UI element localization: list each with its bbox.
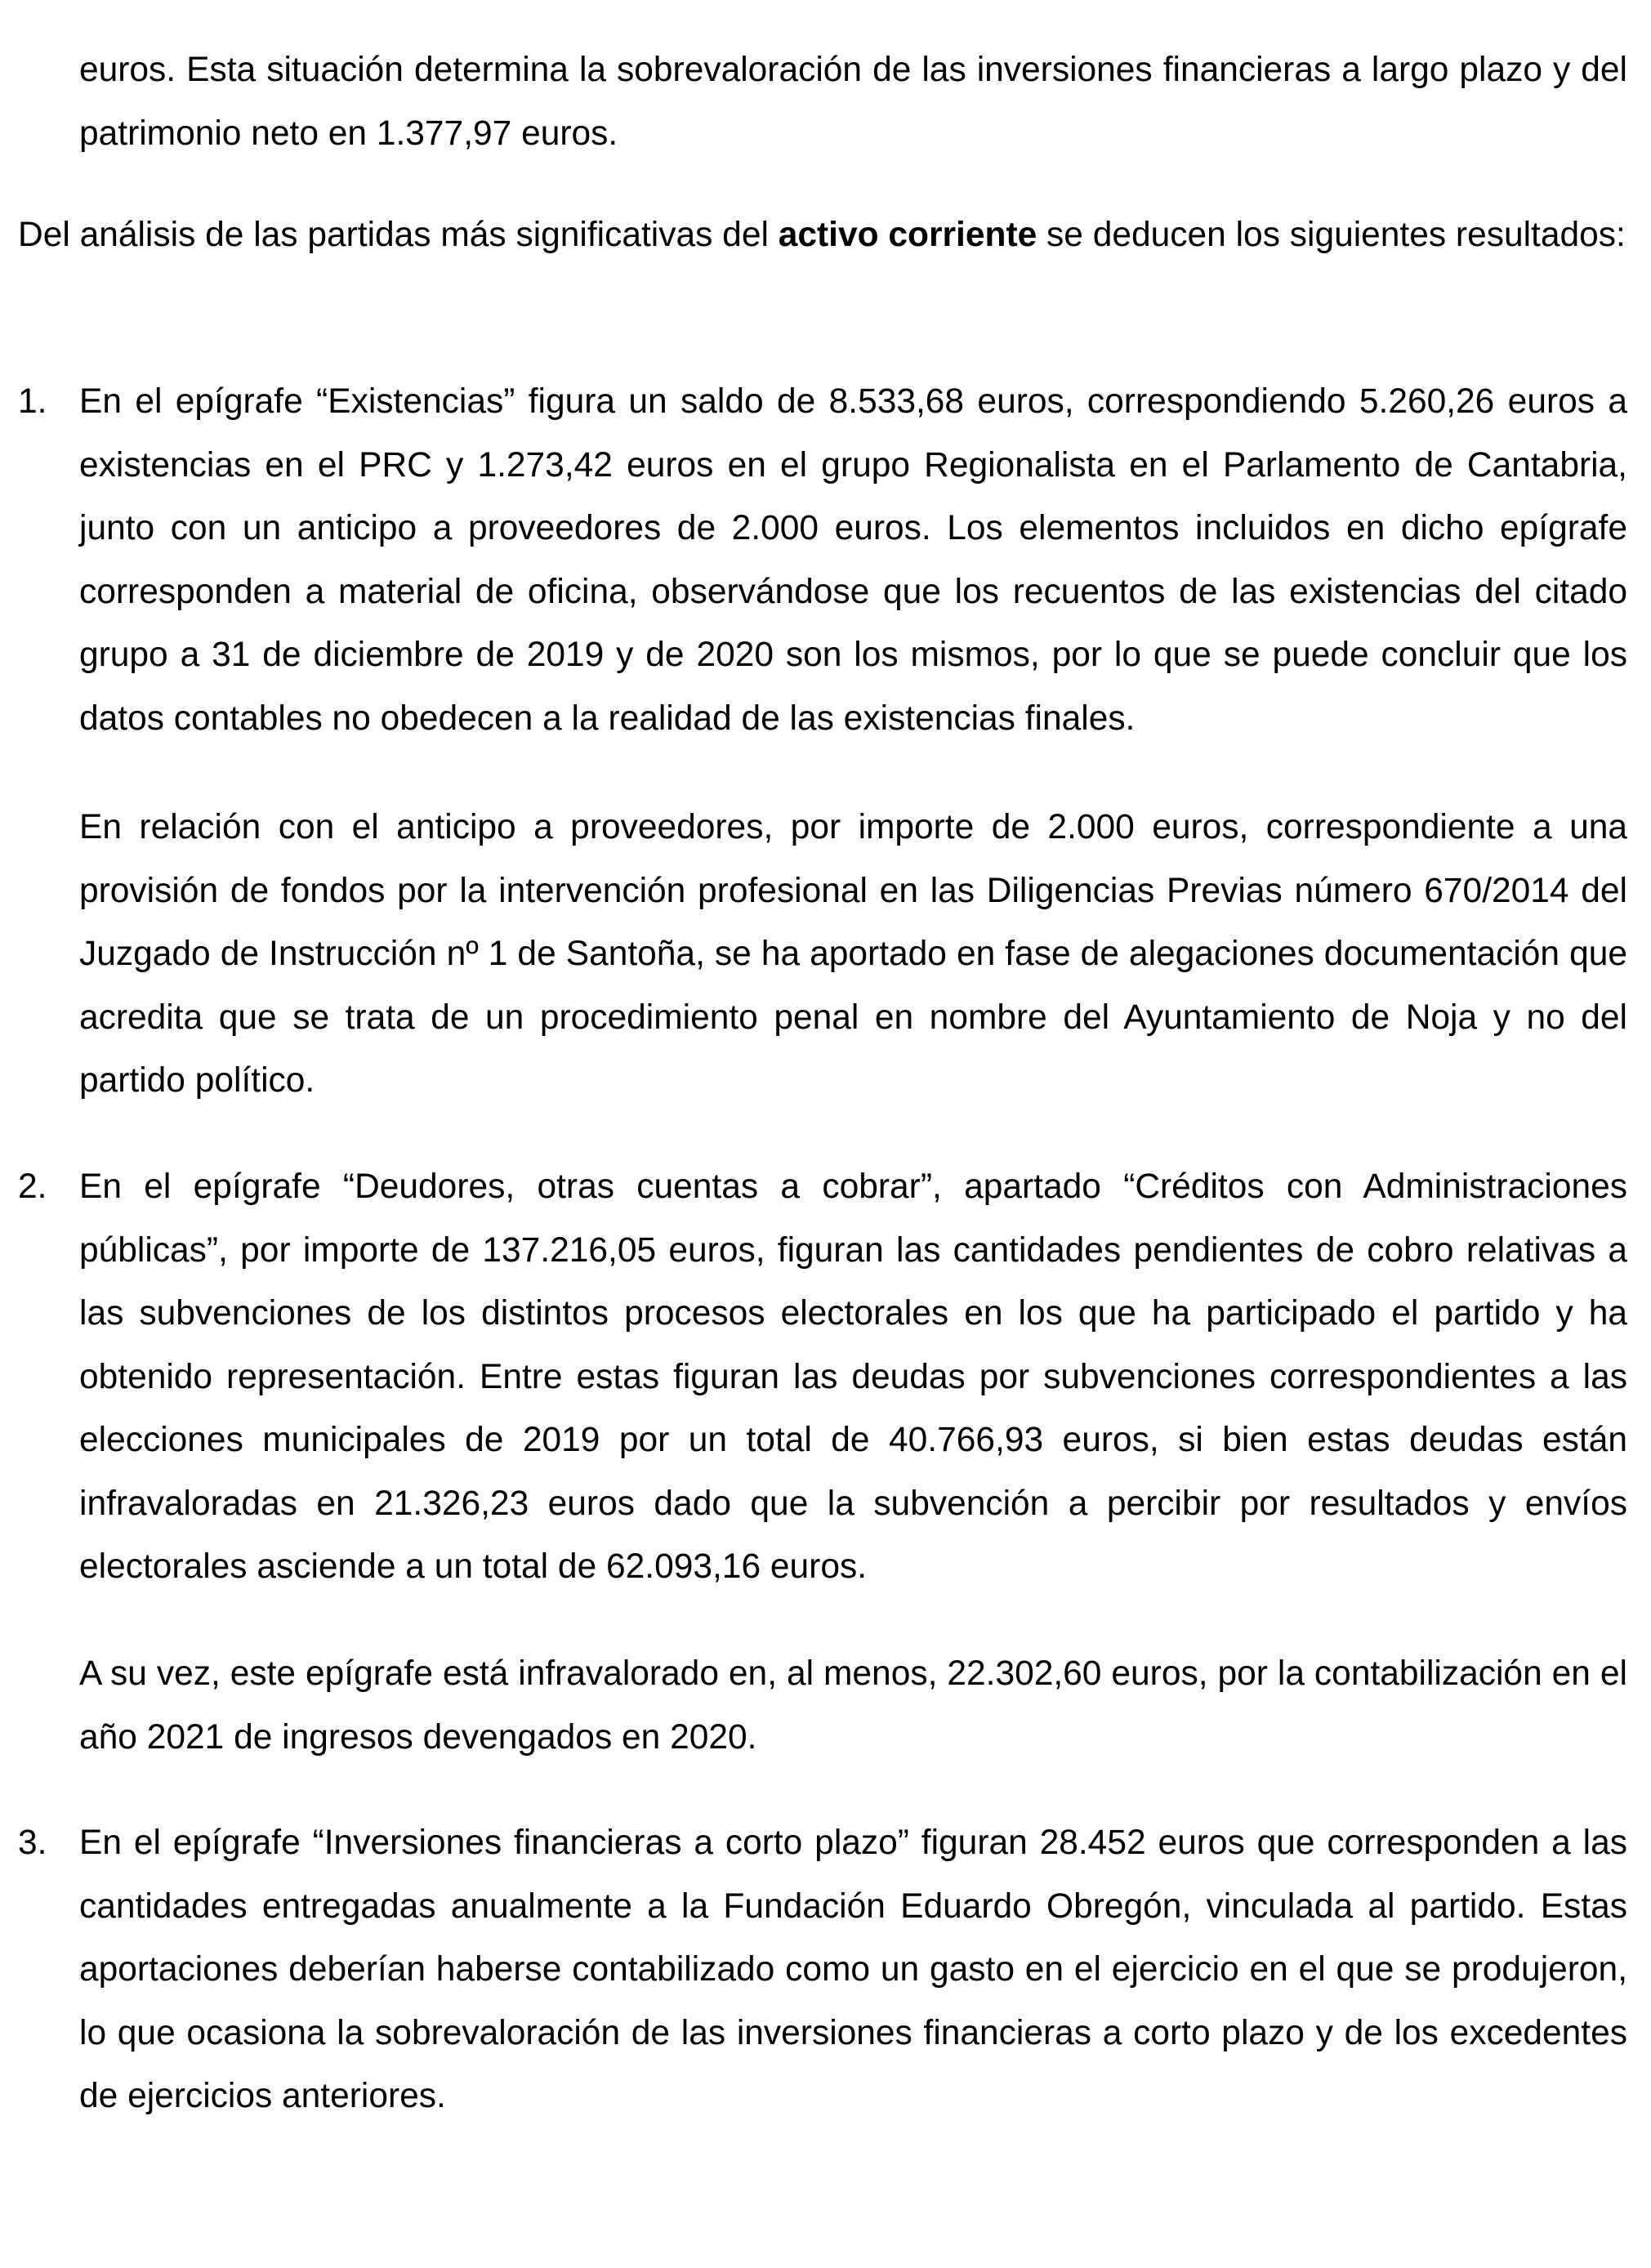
analysis-intro-text-after: se deducen los siguientes resultados: (1037, 216, 1626, 254)
list-item-number: 2. (18, 1167, 47, 1206)
analysis-intro-bold-term: activo corriente (778, 216, 1037, 254)
list-item-number: 1. (18, 382, 47, 421)
list-item-number: 3. (18, 1824, 47, 1862)
list-item-paragraph: En el epígrafe “Deudores, otras cuentas a cobrar”, apartado “Créditos con Administraciones públicas”, por importe de 137.216,05 euros, figuran las cantidades pendientes de cobro relativas a las subvenciones de los distintos procesos electorales en los que ha participado el partido y ha obtenido representación. Entre estas figuran las deudas por subvenciones correspondientes a las elecciones municipales de 2019 por un total de 40.766,93 euros, si bien estas deudas están infravaloradas en 21.326,23 euros dado que la subvención a percibir por resultados y envíos electorales asciende a un total de 62.093,16 euros. (79, 1167, 1627, 1586)
list-item-paragraph: En el epígrafe “Inversiones financieras a corto plazo” figuran 28.452 euros que corresponden a las cantidades entregadas anualmente a la Fundación Eduardo Obregón, vinculada al partido. Estas aportaciones deberían haberse contabilizado como un gasto en el ejercicio en el que se produjeron, lo que ocasiona la sobrevaloración de las inversiones financieras a corto plazo y de los excedentes de ejercicios anteriores. (79, 1824, 1627, 2115)
list-item-paragraph: En relación con el anticipo a proveedores, por importe de 2.000 euros, correspondiente a una provisión de fondos por la intervención profesional en las Diligencias Previas número 670/2014 del Juzgado de Instrucción nº 1 de Santoña, se ha aportado en fase de alegaciones documentación que acredita que se trata de un procedimiento penal en nombre del Ayuntamiento de Noja y no del partido político. (79, 808, 1627, 1100)
intro-continuation-paragraph: euros. Esta situación determina la sobrevaloración de las inversiones financieras a largo plazo y del patrimonio neto en 1.377,97 euros. (79, 51, 1627, 153)
list-item-paragraph: A su vez, este epígrafe está infravalorado en, al menos, 22.302,60 euros, por la contabilización en el año 2021 de ingresos devengados en 2020. (79, 1654, 1627, 1757)
analysis-intro-text-before: Del análisis de las partidas más significativas del (18, 216, 779, 254)
analysis-intro-paragraph (18, 203, 1627, 267)
list-item-paragraph: En el epígrafe “Existencias” figura un saldo de 8.533,68 euros, correspondiendo 5.260,26 euros a existencias en el PRC y 1.273,42 euros en el grupo Regionalista en el Parlamento de Cantabria, junto con un anticipo a proveedores de 2.000 euros. Los elementos incluidos en dicho epígrafe corresponden a material de oficina, observándose que los recuentos de las existencias del citado grupo a 31 de diciembre de 2019 y de 2020 son los mismos, por lo que se puede concluir que los datos contables no obedecen a la realidad de las existencias finales. (79, 382, 1627, 738)
